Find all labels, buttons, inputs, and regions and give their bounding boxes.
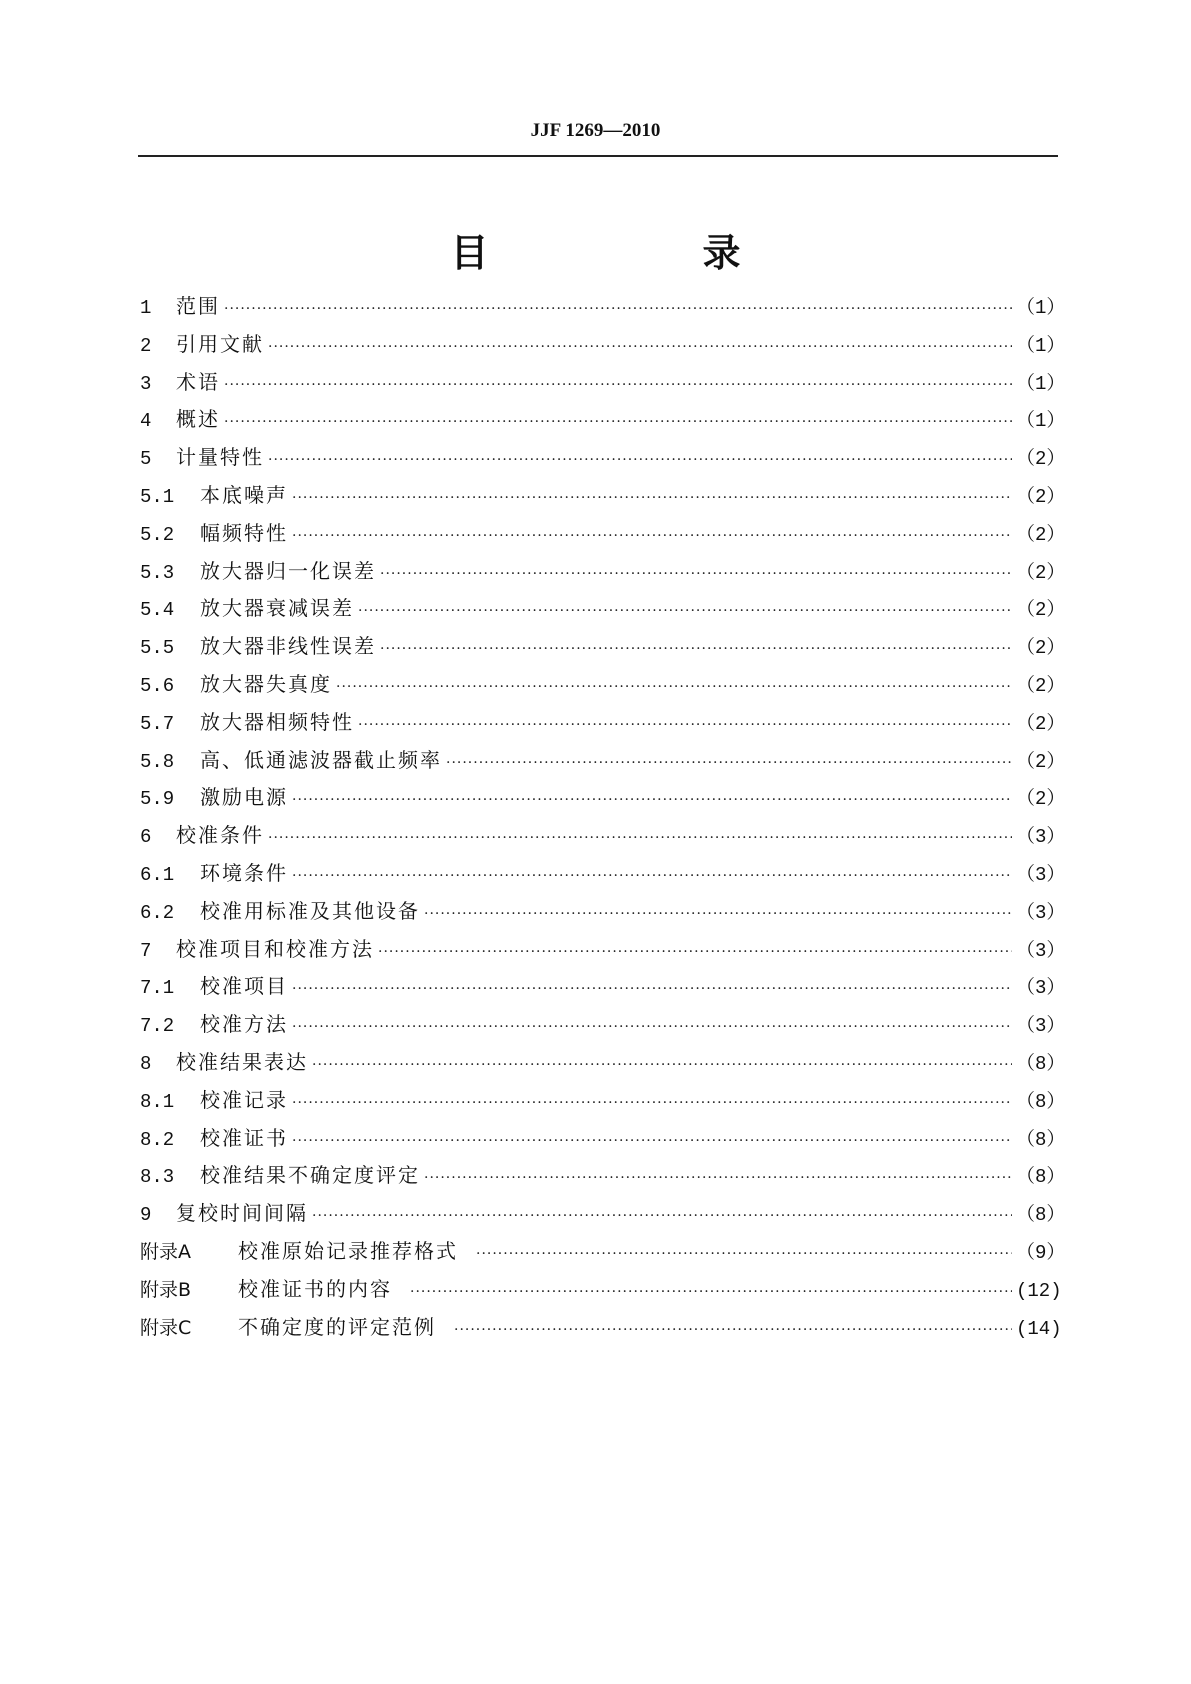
- toc-entry-title: 校准用标准及其他设备: [200, 898, 420, 923]
- toc-entry-title: 幅频特性: [200, 520, 288, 545]
- page-title: 目 录: [450, 231, 829, 275]
- toc-entry-number: 3: [140, 372, 152, 395]
- toc-entry[interactable]: [140, 1084, 1066, 1122]
- toc-entry-title: 校准项目和校准方法: [176, 936, 374, 961]
- toc-entry[interactable]: [140, 441, 1066, 479]
- toc-entry-number: 5.1: [140, 485, 175, 508]
- toc-entry-page: （2）: [1016, 788, 1066, 811]
- toc-entry-number: 5.4: [140, 599, 175, 622]
- toc-entry-title: 校准原始记录推荐格式: [238, 1238, 458, 1263]
- toc-entry-page: （8）: [1016, 1166, 1066, 1189]
- toc-entry[interactable]: [140, 592, 1066, 630]
- toc-entry-number: 8.3: [140, 1166, 175, 1189]
- toc-entry-page: （1）: [1016, 297, 1066, 319]
- toc-entry-title: 校准记录: [200, 1087, 288, 1112]
- toc-entry-title: 术语: [176, 369, 220, 394]
- toc-entry[interactable]: [140, 1046, 1066, 1084]
- toc-entry-page: （2）: [1016, 599, 1066, 622]
- toc-entry-page: （8）: [1016, 1204, 1066, 1227]
- dot-leader: [268, 452, 1012, 468]
- toc-entry-page: （3）: [1016, 901, 1066, 924]
- document-code-header: JJF 1269—2010: [530, 120, 661, 141]
- dot-leader: [292, 868, 1012, 884]
- toc-entry-title: 复校时间间隔: [176, 1201, 308, 1226]
- toc-entry[interactable]: [140, 290, 1066, 328]
- toc-entry-number: 5: [140, 448, 152, 471]
- toc-entry-page: （2）: [1016, 637, 1066, 660]
- dot-leader: [446, 755, 1012, 771]
- toc-entry[interactable]: [140, 517, 1066, 555]
- toc-entry-number: 8.2: [140, 1128, 175, 1151]
- toc-entry-number: 6: [140, 826, 152, 849]
- toc-entry-number: 5.7: [140, 712, 175, 735]
- toc-entry[interactable]: [140, 819, 1066, 857]
- dot-leader: [224, 377, 1012, 393]
- toc-entry[interactable]: [140, 1008, 1066, 1046]
- toc-entry-page: （1）: [1016, 334, 1066, 357]
- toc-entry-number: 5.9: [140, 788, 175, 811]
- toc-entry-number: 4: [140, 410, 152, 433]
- toc-entry-number: 7.2: [140, 1015, 175, 1038]
- dot-leader: [358, 717, 1012, 733]
- dot-leader: [268, 830, 1012, 846]
- dot-leader: [378, 944, 1012, 960]
- toc-entry-title: 放大器归一化误差: [200, 558, 376, 583]
- toc-entry-title: 引用文献: [176, 331, 264, 356]
- toc-entry-title: 放大器相频特性: [200, 709, 354, 734]
- toc-entry-title: 放大器失真度: [200, 671, 332, 696]
- toc-entry-title: 本底噪声: [200, 482, 288, 507]
- toc-entry-page: （1）: [1016, 410, 1066, 433]
- toc-entry-number: 附录C: [140, 1316, 192, 1339]
- dot-leader: [410, 1284, 1012, 1300]
- toc-entry-page: （3）: [1016, 826, 1066, 849]
- toc-entry-title: 环境条件: [200, 860, 288, 885]
- toc-entry[interactable]: [140, 630, 1066, 668]
- toc-entry-number: 6.1: [140, 863, 175, 886]
- toc-entry[interactable]: [140, 479, 1066, 517]
- toc-entry-title: 激励电源: [200, 785, 288, 810]
- toc-entry-number: 8: [140, 1052, 152, 1075]
- toc-entry-page: （3）: [1016, 977, 1066, 1000]
- dot-leader: [292, 1133, 1012, 1149]
- toc-entry-number: 9: [140, 1204, 152, 1227]
- toc-entry-page: (12): [1016, 1279, 1062, 1302]
- toc-entry[interactable]: [140, 744, 1066, 782]
- toc-entry[interactable]: [140, 366, 1066, 404]
- toc-entry-title: 校准项目: [200, 974, 288, 999]
- toc-entry-title: 不确定度的评定范例: [238, 1314, 436, 1339]
- toc-entry-number: 1: [140, 297, 152, 319]
- toc-entry-title: 校准方法: [200, 1012, 288, 1037]
- toc-entry-title: 校准条件: [176, 823, 264, 848]
- dot-leader: [358, 603, 1012, 619]
- toc-entry-number: 附录B: [140, 1278, 192, 1301]
- toc-entry-page: （1）: [1016, 372, 1066, 395]
- table-of-contents: [140, 290, 1066, 1348]
- toc-entry-title: 校准证书: [200, 1125, 288, 1150]
- toc-entry-page: （2）: [1016, 523, 1066, 546]
- toc-entry-number: 8.1: [140, 1090, 175, 1113]
- toc-entry-page: （3）: [1016, 1015, 1066, 1038]
- toc-entry-page: （8）: [1016, 1128, 1066, 1151]
- toc-entry[interactable]: [140, 1159, 1066, 1197]
- dot-leader: [224, 414, 1012, 430]
- toc-entry-title: 校准证书的内容: [238, 1276, 392, 1301]
- dot-leader: [292, 1095, 1012, 1111]
- dot-leader: [336, 679, 1012, 695]
- toc-entry[interactable]: [140, 1273, 1062, 1311]
- toc-entry[interactable]: [140, 1235, 1066, 1273]
- toc-entry[interactable]: [140, 706, 1066, 744]
- toc-entry-page: （3）: [1016, 863, 1066, 886]
- toc-entry-title: 高、低通滤波器截止频率: [200, 747, 442, 772]
- toc-entry-page: (14): [1016, 1317, 1062, 1340]
- toc-entry-title: 范围: [176, 294, 220, 318]
- toc-entry-page: （8）: [1016, 1052, 1066, 1075]
- toc-entry[interactable]: [140, 1122, 1066, 1160]
- toc-entry-number: 5.2: [140, 523, 175, 546]
- dot-leader: [476, 1246, 1012, 1262]
- dot-leader: [312, 1208, 1012, 1224]
- toc-entry-number: 6.2: [140, 901, 175, 924]
- toc-entry[interactable]: [140, 781, 1066, 819]
- dot-leader: [424, 1170, 1012, 1186]
- dot-leader: [380, 566, 1012, 582]
- toc-entry-page: （8）: [1016, 1090, 1066, 1113]
- toc-entry-page: （3）: [1016, 939, 1066, 962]
- dot-leader: [312, 1057, 1012, 1073]
- toc-entry-number: 附录A: [140, 1240, 191, 1263]
- dot-leader: [380, 641, 1012, 657]
- toc-entry[interactable]: [140, 1311, 1062, 1349]
- toc-entry-number: 5.6: [140, 674, 175, 697]
- toc-entry[interactable]: [140, 933, 1066, 971]
- toc-entry-number: 5.5: [140, 637, 175, 660]
- dot-leader: [292, 792, 1012, 808]
- dot-leader: [268, 339, 1012, 355]
- toc-entry[interactable]: [140, 328, 1066, 366]
- toc-entry-number: 5.8: [140, 750, 175, 773]
- toc-entry-page: （2）: [1016, 712, 1066, 735]
- toc-entry-title: 计量特性: [176, 445, 264, 470]
- toc-entry[interactable]: [140, 970, 1066, 1008]
- toc-entry-title: 校准结果不确定度评定: [200, 1163, 420, 1188]
- dot-leader: [292, 528, 1012, 544]
- toc-entry-page: （2）: [1016, 674, 1066, 697]
- toc-entry-title: 校准结果表达: [176, 1049, 308, 1074]
- toc-entry[interactable]: [140, 857, 1066, 895]
- toc-entry-page: （2）: [1016, 448, 1066, 471]
- toc-entry[interactable]: [140, 1197, 1066, 1235]
- toc-entry-number: 7.1: [140, 977, 175, 1000]
- dot-leader: [292, 1019, 1012, 1035]
- toc-entry[interactable]: [140, 555, 1066, 593]
- toc-entry-page: （2）: [1016, 561, 1066, 584]
- toc-entry[interactable]: [140, 668, 1066, 706]
- toc-entry-page: （9）: [1016, 1241, 1066, 1264]
- header-rule: [138, 155, 1058, 157]
- toc-entry-number: 5.3: [140, 561, 175, 584]
- dot-leader: [292, 981, 1012, 997]
- dot-leader: [454, 1322, 1012, 1338]
- toc-entry-number: 2: [140, 334, 152, 357]
- toc-entry[interactable]: [140, 895, 1066, 933]
- toc-entry-title: 概述: [176, 407, 220, 432]
- toc-entry-page: （2）: [1016, 750, 1066, 773]
- dot-leader: [224, 301, 1012, 317]
- toc-entry[interactable]: [140, 403, 1066, 441]
- toc-entry-title: 放大器衰减误差: [200, 596, 354, 621]
- dot-leader: [424, 906, 1012, 922]
- dot-leader: [292, 490, 1012, 506]
- toc-entry-number: 7: [140, 939, 152, 962]
- toc-entry-page: （2）: [1016, 485, 1066, 508]
- toc-entry-title: 放大器非线性误差: [200, 634, 376, 659]
